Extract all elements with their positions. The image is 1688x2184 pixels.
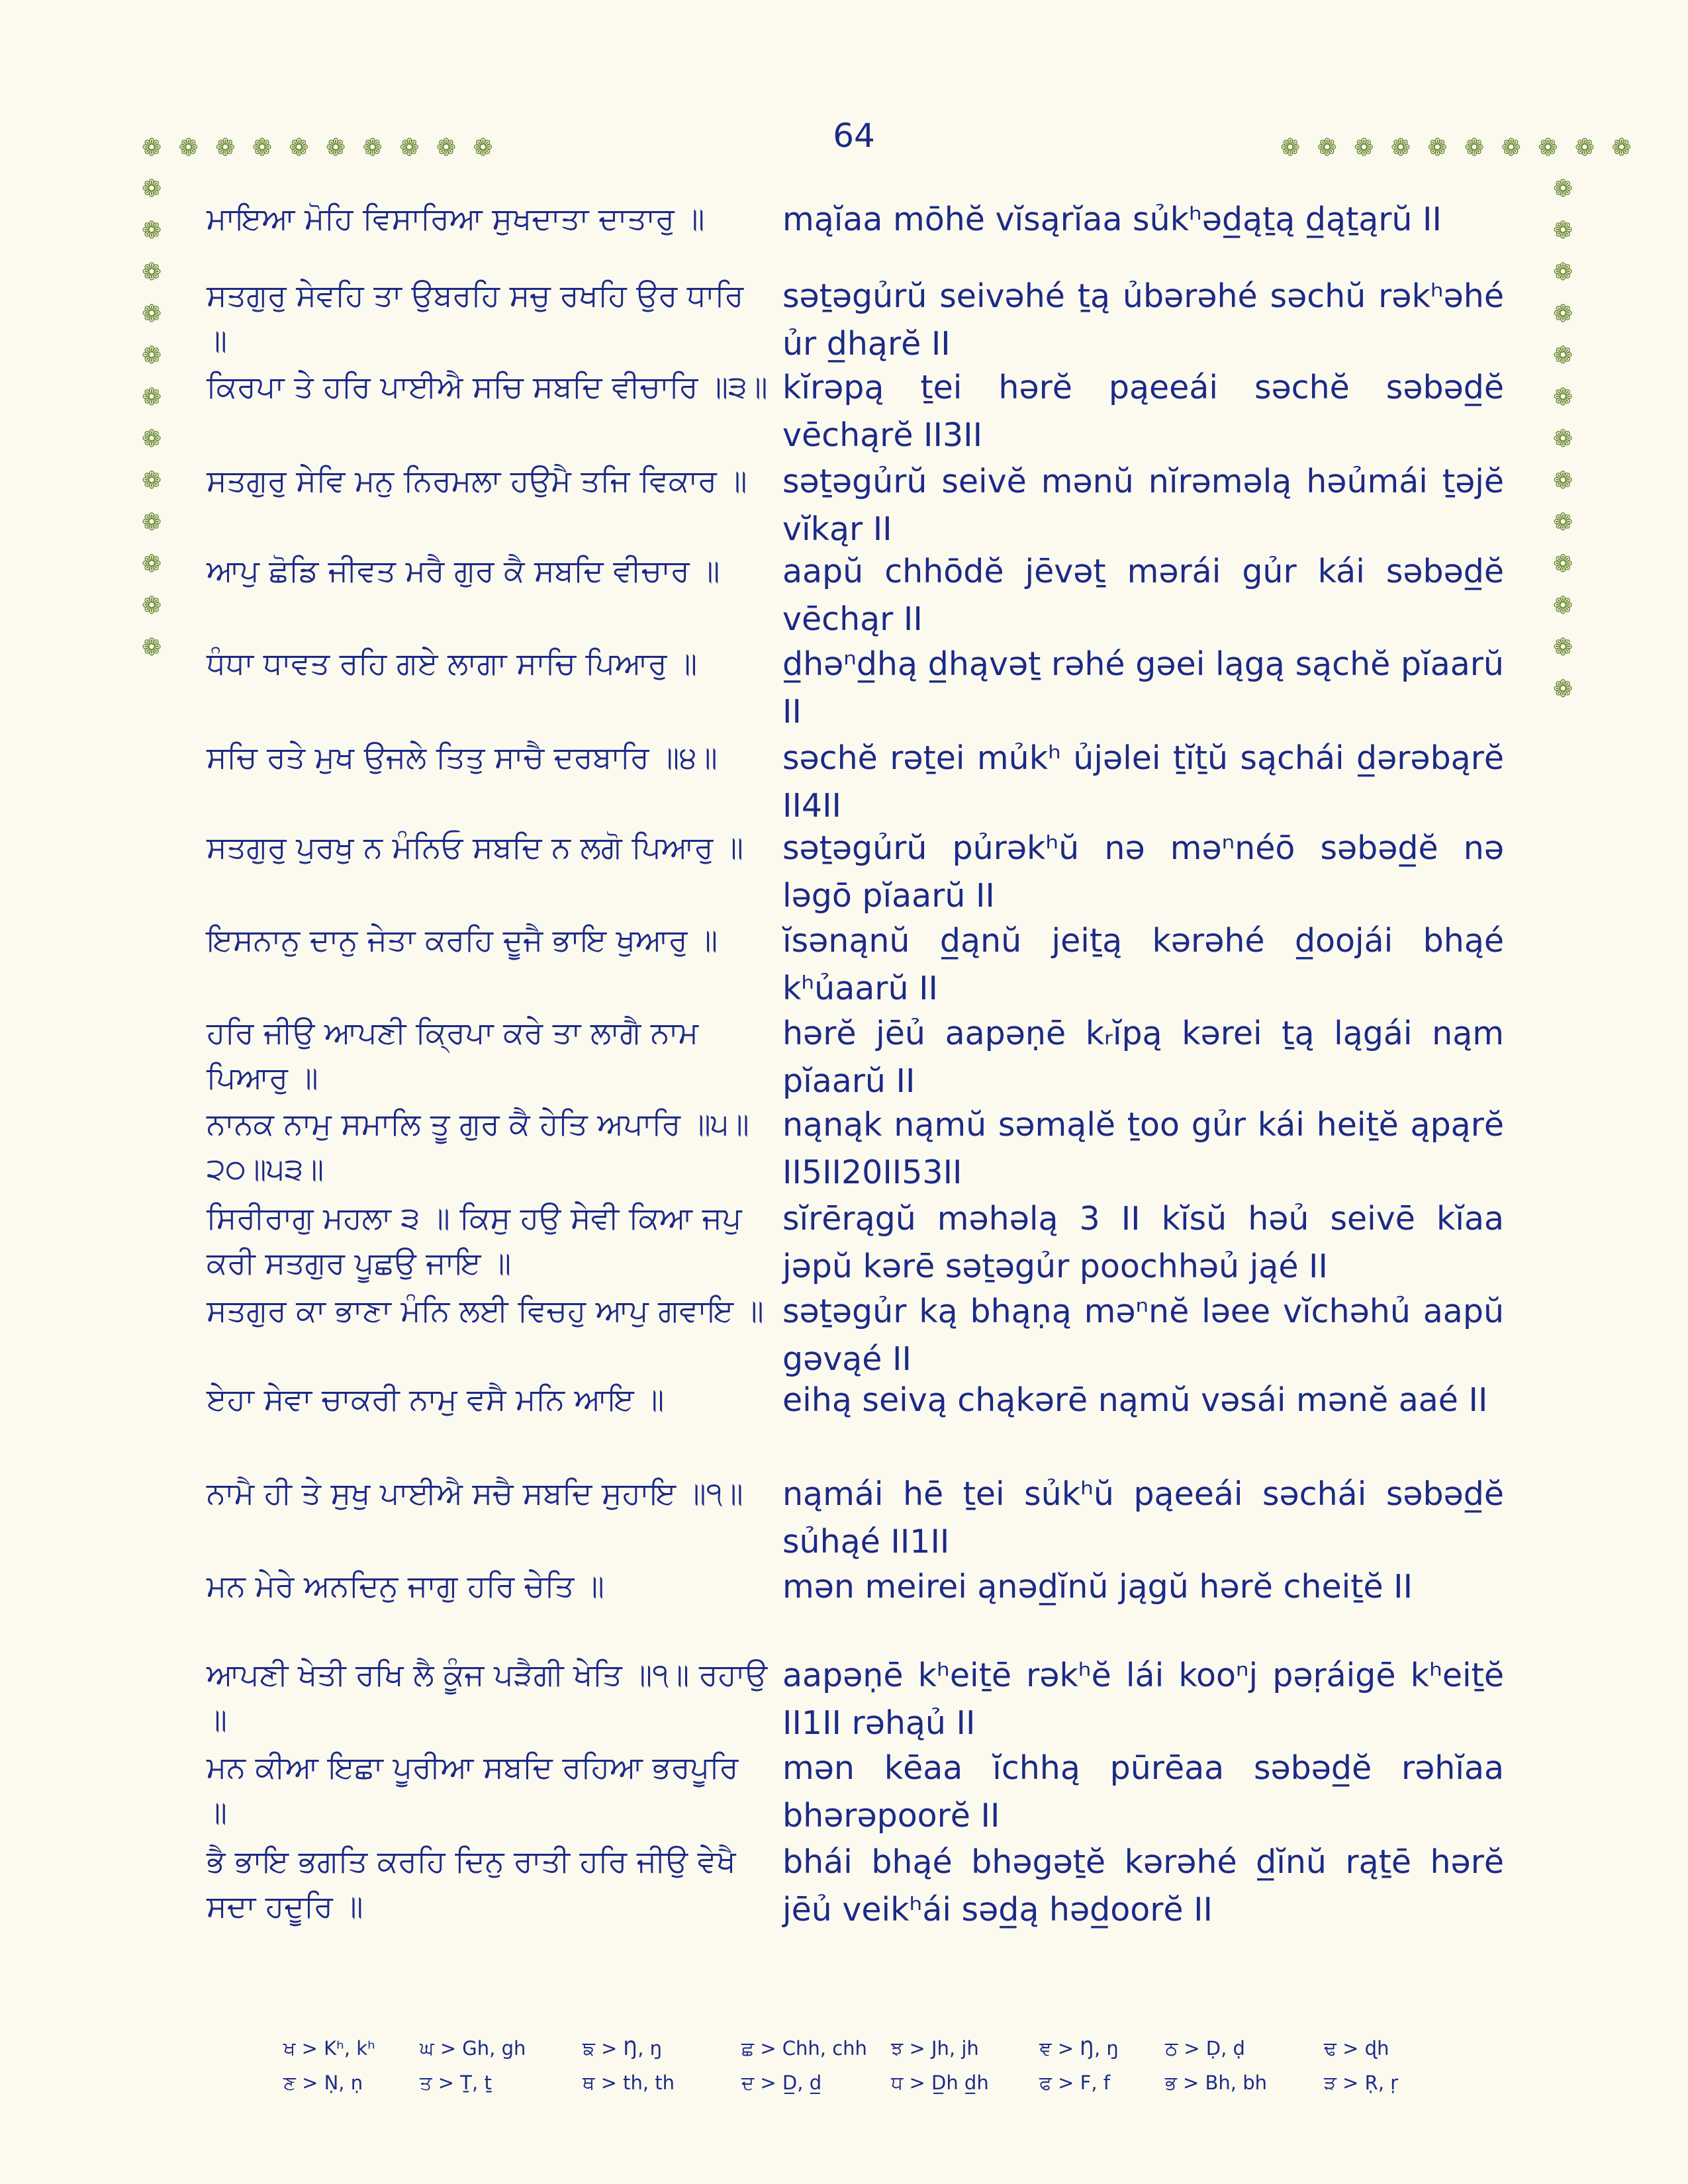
transliteration-line: mən kēaa ĭchhą pūrēaa səbəd̲ĕ rəhĭaa bhərəpoorĕ II (782, 1749, 1504, 1835)
legend-entry: ਤ > Ṯ, ṯ (420, 2071, 492, 2094)
gurmukhi-line: ਮਨ ਕੀਆ ਇਛਾ ਪੂਰੀਆ ਸਬਦਿ ਰਹਿਆ ਭਰਪੂਰਿ ॥ (207, 1749, 739, 1830)
ornament-border-left: ❁ ❁ ❁ ❁ ❁ ❁ ❁ ❁ ❁ ❁ ❁ ❁ (142, 175, 162, 661)
gurmukhi-line: ਆਪੁ ਛੋਡਿ ਜੀਵਤ ਮਰੈ ਗੁਰ ਕੈ ਸਬਦਿ ਵੀਚਾਰ ॥ (207, 553, 720, 588)
legend-entry: ਢ > ɖh (1324, 2037, 1389, 2060)
gurmukhi-line: ਸਚਿ ਰਤੇ ਮੁਖ ਉਜਲੇ ਤਿਤੁ ਸਾਚੈ ਦਰਬਾਰਿ ॥੪॥ (207, 739, 718, 775)
transliteration-legend (283, 2037, 1442, 2106)
gurmukhi-line: ਧੰਧਾ ਧਾਵਤ ਰਹਿ ਗਏ ਲਾਗਾ ਸਾਚਿ ਪਿਆਰੁ ॥ (207, 645, 698, 681)
transliteration-line: sĭrērągŭ məhəlą 3 II kĭsŭ həủ seivē kĭaa jəpŭ kərē səṯəgủr poochhəủ jąé II (782, 1200, 1504, 1285)
gurmukhi-line: ਹਰਿ ਜੀਉ ਆਪਣੀ ਕ੍ਰਿਪਾ ਕਰੇ ਤਾ ਲਾਗੈ ਨਾਮ ਪਿਆਰੁ ॥ (207, 1015, 699, 1095)
gurmukhi-line: ਇਸਨਾਨੁ ਦਾਨੁ ਜੇਤਾ ਕਰਹਿ ਦੂਜੈ ਭਾਇ ਖੁਆਰੁ ॥ (207, 922, 718, 958)
ornament-border-right: ❁ ❁ ❁ ❁ ❁ ❁ ❁ ❁ ❁ ❁ ❁ ❁ ❁ (1553, 175, 1573, 703)
transliteration-line: səchĕ rəṯei mủkʰ ủjəlei ṯĭṯŭ sąchái d̲ərəbąrĕ II4II (782, 739, 1504, 825)
gurmukhi-line: ਸਤਗੁਰੁ ਪੁਰਖੁ ਨ ਮੰਨਿਓ ਸਬਦਿ ਨ ਲਗੋ ਪਿਆਰੁ ॥ (207, 829, 743, 865)
gurmukhi-line: ਸਤਗੁਰ ਕਾ ਭਾਣਾ ਮੰਨਿ ਲਈ ਵਿਚਹੁ ਆਪੁ ਗਵਾਇ ॥ (207, 1293, 764, 1328)
legend-entry: ਫ > F, f (1039, 2071, 1110, 2094)
gurmukhi-line: ਮਾਇਆ ਮੋਹਿ ਵਿਸਾਰਿਆ ਸੁਖਦਾਤਾ ਦਾਤਾਰੁ ॥ (207, 201, 705, 236)
transliteration-line: nąnąk nąmŭ səmąlĕ ṯoo gủr kái heiṯĕ ąpąrĕ II5II20II53II (782, 1106, 1504, 1191)
transliteration-line: səṯəgủr ką bhąṇą məⁿnĕ ləee vĭchəhủ aapŭ gəvąé II (782, 1293, 1504, 1378)
legend-entry: ਧ > D̲h d̲h (891, 2071, 989, 2094)
gurmukhi-line: ਸਤਗੁਰੁ ਸੇਵਿ ਮਨੁ ਨਿਰਮਲਾ ਹਉਮੈ ਤਜਿ ਵਿਕਾਰ ॥ (207, 463, 747, 498)
transliteration-line: mən meirei ąnəd̲ĭnŭ jągŭ hərĕ cheiṯĕ II (782, 1568, 1413, 1606)
gurmukhi-line: ਮਨ ਮੇਰੇ ਅਨਦਿਨੁ ਜਾਗੁ ਹਰਿ ਚੇਤਿ ॥ (207, 1568, 604, 1604)
gurmukhi-line: ਏਹਾ ਸੇਵਾ ਚਾਕਰੀ ਨਾਮੁ ਵਸੈ ਮਨਿ ਆਇ ॥ (207, 1381, 665, 1417)
legend-row (283, 2037, 1442, 2071)
legend-entry: ਛ > Chh, chh (741, 2037, 867, 2060)
transliteration-line: mąĭaa mōhĕ vĭsąrĭaa sủkʰəd̲ąṯą d̲ąṯąrŭ II (782, 201, 1442, 238)
transliteration-line: hərĕ jēủ aapəṇē kᵣĭpą kərei ṯą lągái nąm pĭaarŭ II (782, 1015, 1504, 1100)
gurmukhi-line: ਭੈ ਭਾਇ ਭਗਤਿ ਕਰਹਿ ਦਿਨੁ ਰਾਤੀ ਹਰਿ ਜੀਉ ਵੇਖੈ ਸਦਾ ਹਦੂਰਿ ॥ (207, 1843, 736, 1924)
gurmukhi-line: ਕਿਰਪਾ ਤੇ ਹਰਿ ਪਾਈਐ ਸਚਿ ਸਬਦਿ ਵੀਚਾਰਿ ॥੩॥ (207, 369, 768, 404)
transliteration-line: aapəṇē kʰeiṯē rəkʰĕ lái kooⁿj pəṛáigē kʰeiṯĕ II1II rəhąủ II (782, 1657, 1504, 1742)
legend-entry: ਞ > Ŋ, ŋ (1039, 2037, 1119, 2060)
transliteration-line: səṯəgủrŭ seivəhé ṯą ủbərəhé səchŭ rəkʰəhé ủr d̲hąrĕ II (782, 277, 1504, 363)
transliteration-line: səṯəgủrŭ pủrəkʰŭ nə məⁿnéō səbəd̲ĕ nə ləgō pĭaarŭ II (782, 829, 1504, 915)
legend-row (283, 2071, 1442, 2106)
ornament-border-top-right: ❁ ❁ ❁ ❁ ❁ ❁ ❁ ❁ ❁ ❁ (1280, 134, 1636, 161)
legend-entry: ਘ > Gh, gh (420, 2037, 526, 2060)
transliteration-line: eihą seivą chąkərē nąmŭ vəsái mənĕ aaé II (782, 1381, 1488, 1419)
page-number: 64 (833, 116, 875, 155)
transliteration-line: bhái bhąé bhəgəṯĕ kərəhé d̲ĭnŭ rąṯē hərĕ jēủ veikʰái səd̲ą həd̲oorĕ II (782, 1843, 1504, 1929)
legend-entry: ੜ > Ṛ, ṛ (1324, 2071, 1399, 2094)
legend-entry: ਙ > Ŋ, ŋ (583, 2037, 663, 2060)
legend-entry: ਝ > Jh, jh (891, 2037, 979, 2060)
legend-entry: ਥ > th, th (583, 2071, 675, 2094)
gurmukhi-line: ਨਾਨਕ ਨਾਮੁ ਸਮਾਲਿ ਤੂ ਗੁਰ ਕੈ ਹੇਤਿ ਅਪਾਰਿ ॥੫॥੨੦॥੫੩॥ (207, 1106, 749, 1187)
transliteration-line: səṯəgủrŭ seivĕ mənŭ nĭrəməlą həủmái ṯəjĕ vĭkąr II (782, 463, 1504, 548)
ornament-border-top-left: ❁ ❁ ❁ ❁ ❁ ❁ ❁ ❁ ❁ ❁ (142, 134, 498, 161)
legend-entry: ਦ > D̲, d̲ (741, 2071, 822, 2094)
transliteration-line: ĭsənąnŭ d̲ąnŭ jeiṯą kərəhé d̲oojái bhąé kʰủaarŭ II (782, 922, 1504, 1007)
transliteration-line: aapŭ chhōdĕ jēvəṯ mərái gủr kái səbəd̲ĕ vēchąr II (782, 553, 1504, 638)
gurmukhi-line: ਸਿਰੀਰਾਗੁ ਮਹਲਾ ੩ ॥ ਕਿਸੁ ਹਉ ਸੇਵੀ ਕਿਆ ਜਪੁ ਕਰੀ ਸਤਗੁਰ ਪੂਛਉ ਜਾਇ ॥ (207, 1200, 742, 1281)
legend-entry: ਣ > Ṇ, ṇ (283, 2071, 363, 2094)
gurmukhi-line: ਨਾਮੈ ਹੀ ਤੇ ਸੁਖੁ ਪਾਈਐ ਸਚੈ ਸਬਦਿ ਸੁਹਾਇ ॥੧॥ (207, 1475, 743, 1511)
legend-entry: ਖ > Kʰ, kʰ (283, 2037, 375, 2060)
transliteration-line: d̲həⁿd̲hą d̲hąvəṯ rəhé gəei lągą sąchĕ pĭaarŭ II (782, 645, 1504, 731)
transliteration-line: kĭrəpą ṯei hərĕ pąeeái səchĕ səbəd̲ĕ vēchąrĕ II3II (782, 369, 1504, 454)
legend-entry: ਭ > Bh, bh (1165, 2071, 1268, 2094)
transliteration-line: nąmái hē ṯei sủkʰŭ pąeeái səchái səbəd̲ĕ sủhąé II1II (782, 1475, 1504, 1561)
legend-entry: ਠ > Ḍ, ḍ (1165, 2037, 1245, 2060)
gurmukhi-line: ਸਤਗੁਰੁ ਸੇਵਹਿ ਤਾ ਉਬਰਹਿ ਸਚੁ ਰਖਹਿ ਉਰ ਧਾਰਿ ॥ (207, 277, 744, 358)
gurmukhi-line: ਆਪਣੀ ਖੇਤੀ ਰਖਿ ਲੈ ਕੂੰਜ ਪੜੈਗੀ ਖੇਤਿ ॥੧॥ ਰਹਾਉ ॥ (207, 1657, 768, 1737)
